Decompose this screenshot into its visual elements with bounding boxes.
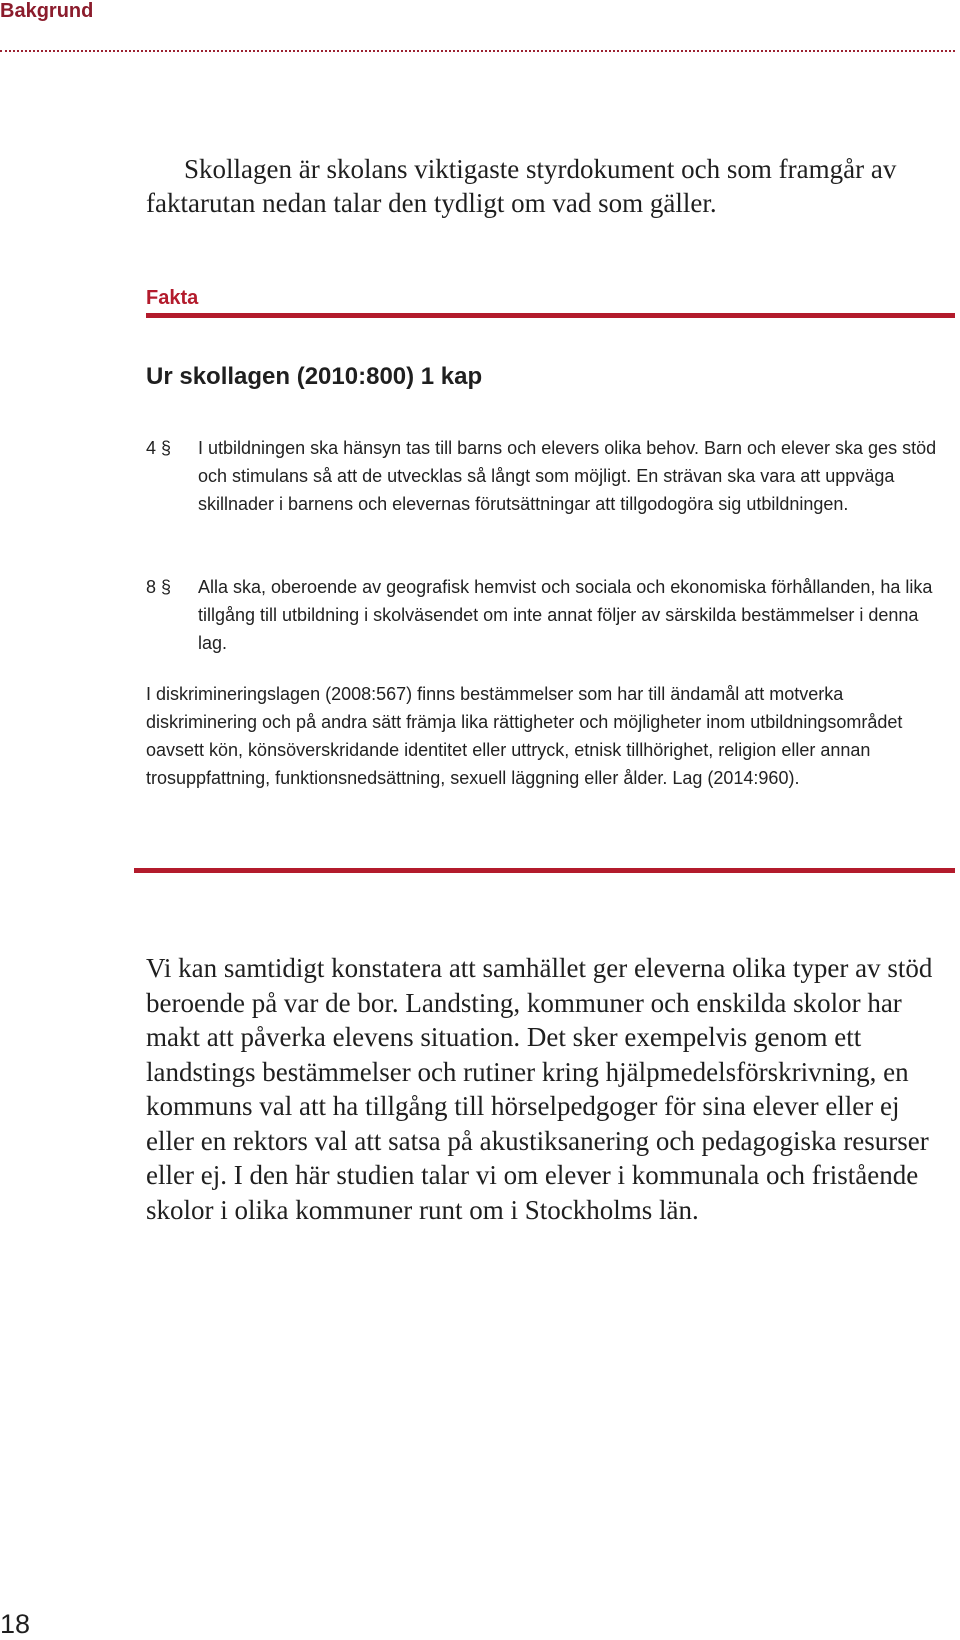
body-paragraph: Vi kan samtidigt konstatera att samhället ger eleverna olika typer av stöd beroende på var de bor. Landsting, kommuner och enskilda skolor har makt att påverka elevens situation. Det sker exempelvis genom ett landstings bestämmelser och rutiner kring hjälpmedelsförskrivning, en kommuns val att ha tillgång till hörselpedgoger för sina elever eller ej eller en rektors val att satsa på akustiksanering och pedagogiska resurser eller ej. I den här studien talar vi om elever i kommunala och fristående skolor i olika kommuner runt om i Stockholms län.: [146, 953, 933, 1225]
fact-box-top-rule: [146, 313, 955, 318]
dotted-divider: [0, 50, 955, 52]
section-number: 8 §: [146, 577, 172, 597]
intro-paragraph: Skollagen är skolans viktigaste styrdokument och som framgår av faktarutan nedan talar den tydligt om vad som gäller.: [146, 154, 897, 218]
discrimination-law-paragraph: I diskrimineringslagen (2008:567) finns bestämmelser som har till ändamål att motverka diskriminering och på andra sätt främja lika rättigheter och möjligheter inom utbildningsområdet oavsett kön, könsöverskridande identitet eller uttryck, etnisk tillhörighet, religion eller annan trosuppfattning, funktionsnedsättning, sexuell läggning eller ålder. Lag (2014:960).: [146, 684, 903, 788]
fact-box-heading: Ur skollagen (2010:800) 1 kap: [146, 363, 483, 390]
law-paragraph: [146, 573, 951, 657]
section-title: Bakgrund: [0, 0, 94, 22]
page-number: 18: [0, 1609, 31, 1639]
law-paragraph: [146, 434, 951, 518]
fact-box-label: Fakta: [146, 287, 199, 309]
law-paragraph-text: I utbildningen ska hänsyn tas till barns och elevers olika behov. Barn och elever ska ges stöd och stimulans så att de utvecklas så långt som möjligt. En strävan ska vara att uppväga skillnader i barnens och elevernas förutsättningar att tillgodogöra sig utbildningen.: [198, 438, 937, 514]
fact-box-bottom-rule: [134, 868, 955, 873]
law-paragraph-text: Alla ska, oberoende av geografisk hemvist och sociala och ekonomiska förhållanden, ha lika tillgång till utbildning i skolväsendet om inte annat följer av särskilda bestämmelser i denna lag.: [198, 577, 933, 653]
section-number: 4 §: [146, 438, 172, 458]
